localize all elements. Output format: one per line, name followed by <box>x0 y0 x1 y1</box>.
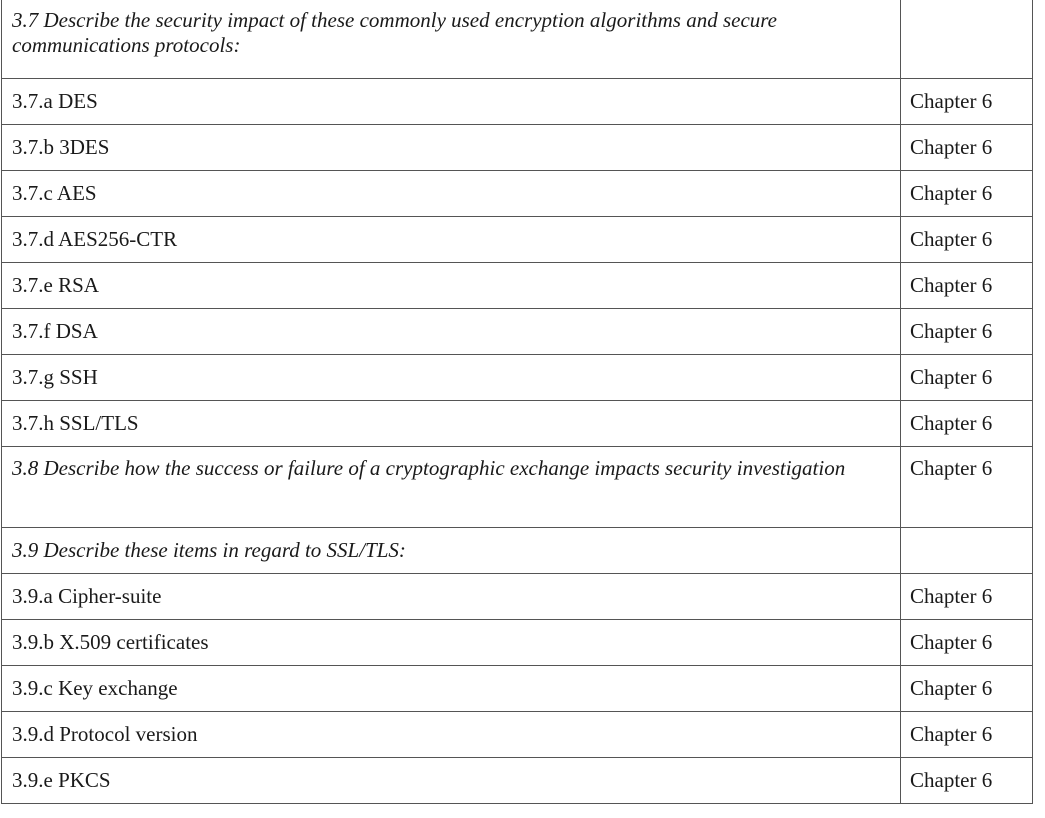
table-row <box>2 666 1033 712</box>
table-row <box>2 574 1033 620</box>
chapter-reference: Chapter 6 <box>901 620 1033 666</box>
table-row-section-3-9 <box>2 528 1033 574</box>
table-row <box>2 401 1033 447</box>
objective-text: 3.7.e RSA <box>2 263 901 309</box>
table-row <box>2 125 1033 171</box>
objective-text: 3.7.h SSL/TLS <box>2 401 901 447</box>
table-row <box>2 79 1033 125</box>
chapter-reference: Chapter 6 <box>901 171 1033 217</box>
chapter-reference: Chapter 6 <box>901 447 1033 528</box>
chapter-reference: Chapter 6 <box>901 79 1033 125</box>
chapter-reference: Chapter 6 <box>901 263 1033 309</box>
chapter-reference <box>901 0 1033 79</box>
objective-text: 3.9.b X.509 certificates <box>2 620 901 666</box>
table-row <box>2 758 1033 804</box>
table-row <box>2 263 1033 309</box>
table-row <box>2 171 1033 217</box>
table-row <box>2 309 1033 355</box>
objective-heading: 3.7 Describe the security impact of these commonly used encryption algorithms and secure communications protocols: <box>2 0 901 79</box>
chapter-reference: Chapter 6 <box>901 712 1033 758</box>
chapter-reference: Chapter 6 <box>901 666 1033 712</box>
table-row <box>2 620 1033 666</box>
objective-text: 3.7.d AES256-CTR <box>2 217 901 263</box>
chapter-reference <box>901 528 1033 574</box>
table-row <box>2 217 1033 263</box>
chapter-reference: Chapter 6 <box>901 758 1033 804</box>
chapter-reference: Chapter 6 <box>901 217 1033 263</box>
table-row-section-3-7 <box>2 0 1033 79</box>
chapter-reference: Chapter 6 <box>901 125 1033 171</box>
objective-heading: 3.8 Describe how the success or failure of a cryptographic exchange impacts security investigation <box>2 447 901 528</box>
objective-text: 3.9.e PKCS <box>2 758 901 804</box>
chapter-reference: Chapter 6 <box>901 355 1033 401</box>
objective-text: 3.7.c AES <box>2 171 901 217</box>
chapter-reference: Chapter 6 <box>901 401 1033 447</box>
objective-text: 3.9.d Protocol version <box>2 712 901 758</box>
chapter-reference: Chapter 6 <box>901 574 1033 620</box>
objective-heading: 3.9 Describe these items in regard to SSL/TLS: <box>2 528 901 574</box>
objective-text: 3.7.f DSA <box>2 309 901 355</box>
objective-text: 3.9.a Cipher-suite <box>2 574 901 620</box>
objective-text: 3.9.c Key exchange <box>2 666 901 712</box>
table-row <box>2 712 1033 758</box>
exam-objectives-table <box>1 0 1033 804</box>
objective-text: 3.7.b 3DES <box>2 125 901 171</box>
table-row <box>2 355 1033 401</box>
objective-text: 3.7.g SSH <box>2 355 901 401</box>
chapter-reference: Chapter 6 <box>901 309 1033 355</box>
table-row-section-3-8 <box>2 447 1033 528</box>
objective-text: 3.7.a DES <box>2 79 901 125</box>
